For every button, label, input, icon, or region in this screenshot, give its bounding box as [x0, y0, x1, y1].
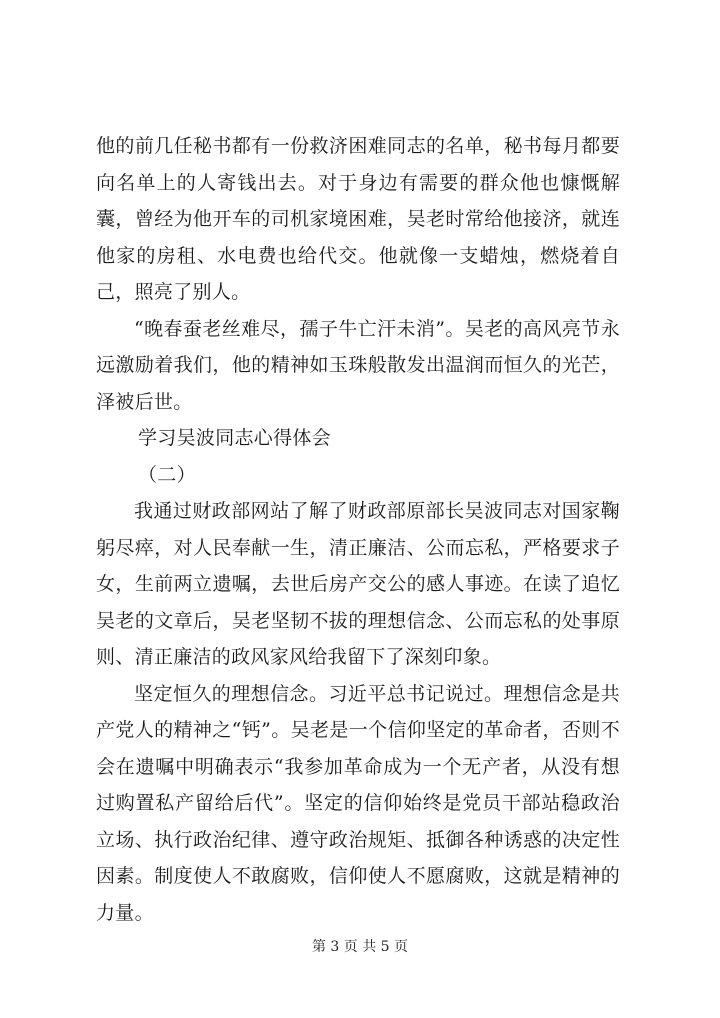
paragraph-3: 我通过财政部网站了解了财政部原部长吴波同志对国家鞠躬尽瘁，对人民奉献一生，清正廉洁、公而忘私，严格要求子女，生前两立遗嘱，去世后房产交公的感人事迹。在读了追忆吴老的文章后，吴老坚韧不拔的理想信念、公而忘私的处事原则、清正廉洁的政风家风给我留下了深刻印象。 — [96, 500, 620, 668]
section-title: 学习吴波同志心得体会 — [138, 427, 332, 449]
body-text — [96, 128, 620, 931]
paragraph-2: “晚春蚕老丝难尽，孺子牛亡汗未消”。吴老的高风亮节永远激励着我们，他的精神如玉珠般散发出温润而恒久的光芒，泽被后世。 — [96, 317, 620, 413]
paragraph-1: 他的前几任秘书都有一份救济困难同志的名单，秘书每月都要向名单上的人寄钱出去。对于身边有需要的群众他也慷慨解囊，曾经为他开车的司机家境困难，吴老时常给他接济，就连他家的房租、水电费也给代交。他就像一支蜡烛，燃烧着自己，照亮了别人。 — [96, 135, 620, 303]
page-indicator: 第 3 页 共 5 页 — [311, 939, 409, 955]
section-subtitle: （二） — [138, 463, 196, 486]
page-footer — [0, 936, 720, 956]
paragraph-4: 坚定恒久的理想信念。习近平总书记说过。理想信念是共产党人的精神之“钙”。吴老是一个信仰坚定的革命者，否则不会在遗嘱中明确表示“我参加革命成为一个无产者，从没有想过购置私产留给后代”。坚定的信仰始终是党员干部站稳政治立场、执行政治纪律、遵守政治规矩、抵御各种诱惑的决定性因素。制度使人不敢腐败，信仰使人不愿腐败，这就是精神的力量。 — [96, 682, 620, 924]
